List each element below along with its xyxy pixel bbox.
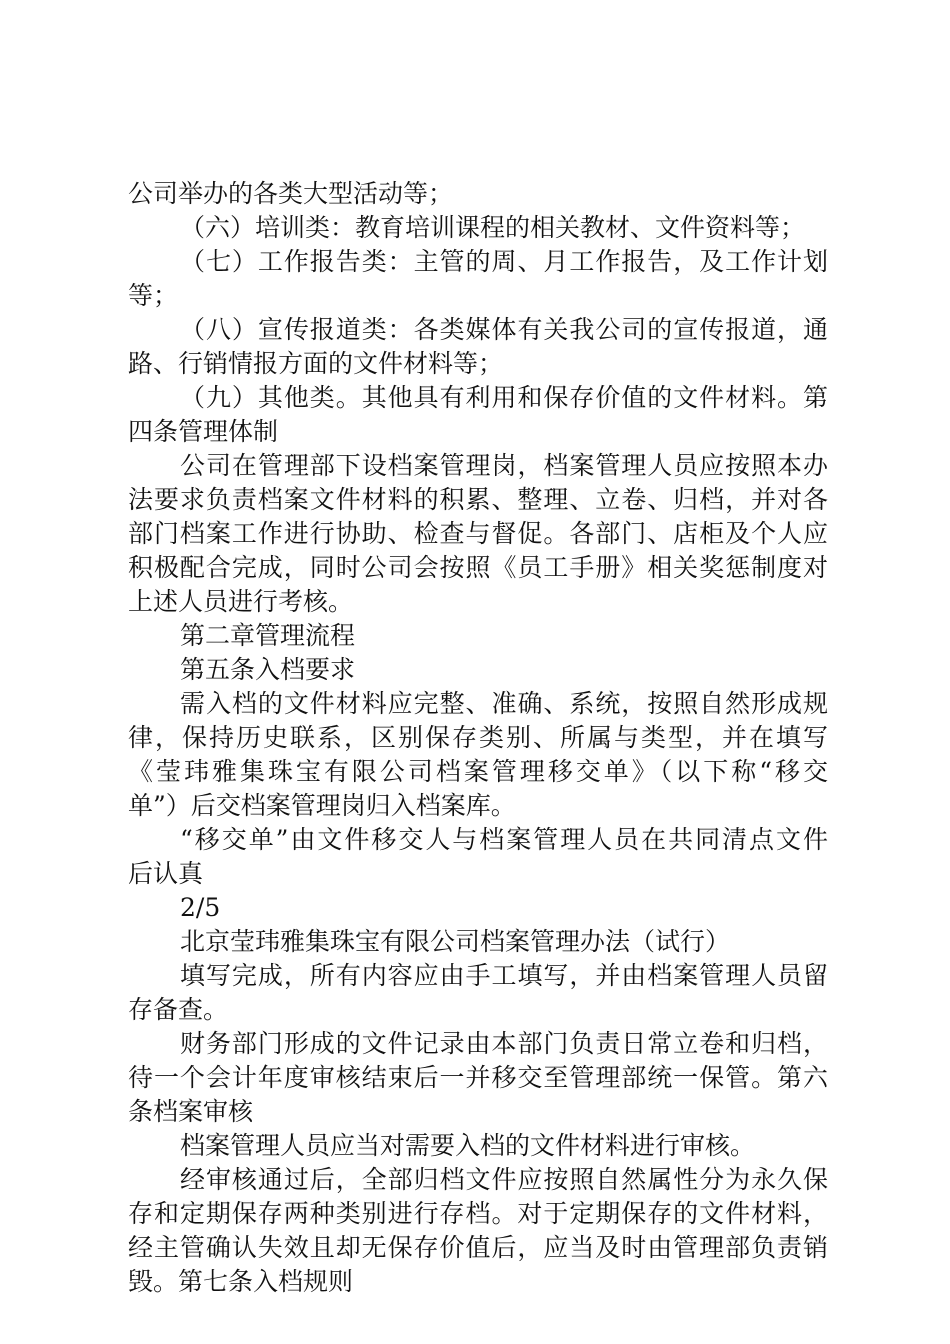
text-line: 部门档案工作进行协助、检查与督促。各部门、店柜及个人应 xyxy=(128,519,828,548)
text-line: 存和定期保存两种类别进行存档。对于定期保存的文件材料， xyxy=(128,1199,828,1228)
text-line: 单”）后交档案管理岗归入档案库。 xyxy=(128,791,516,820)
text-line: （九）其他类。其他具有利用和保存价值的文件材料。第 xyxy=(180,383,828,412)
text-line: “移交单”由文件移交人与档案管理人员在共同清点文件 xyxy=(180,825,828,854)
text-line: 法要求负责档案文件材料的积累、整理、立卷、归档，并对各 xyxy=(128,485,828,514)
text-line: 条档案审核 xyxy=(128,1097,254,1126)
text-line: （六）培训类：教育培训课程的相关教材、文件资料等； xyxy=(180,213,806,242)
text-line: 积极配合完成，同时公司会按照《员工手册》相关奖惩制度对 xyxy=(128,553,828,582)
page-number: 2/5 xyxy=(180,893,221,922)
text-line: 四条管理体制 xyxy=(128,417,279,446)
text-line: 毁。第七条入档规则 xyxy=(128,1267,354,1296)
text-line: 档案管理人员应当对需要入档的文件材料进行审核。 xyxy=(180,1131,756,1160)
text-line: 后认真 xyxy=(128,859,204,888)
text-line: 公司在管理部下设档案管理岗，档案管理人员应按照本办 xyxy=(180,451,828,480)
text-line: 路、行销情报方面的文件材料等； xyxy=(128,349,504,378)
text-line: 经主管确认失效且却无保存价值后，应当及时由管理部负责销 xyxy=(128,1233,828,1262)
text-line: 需入档的文件材料应完整、准确、系统，按照自然形成规 xyxy=(180,689,828,718)
text-line: 待一个会计年度审核结束后一并移交至管理部统一保管。第六 xyxy=(128,1063,828,1092)
text-line: 上述人员进行考核。 xyxy=(128,587,354,616)
text-line: 公司举办的各类大型活动等； xyxy=(128,179,454,208)
text-line: 填写完成，所有内容应由手工填写，并由档案管理人员留 xyxy=(180,961,828,990)
text-line: 等； xyxy=(128,281,179,310)
text-line: 《莹玮雅集珠宝有限公司档案管理移交单》（以下称“移交 xyxy=(128,757,828,786)
chapter-heading: 第二章管理流程 xyxy=(180,621,356,650)
text-line: （七）工作报告类：主管的周、月工作报告，及工作计划 xyxy=(180,247,828,276)
text-line: 存备查。 xyxy=(128,995,229,1024)
running-header: 北京莹玮雅集珠宝有限公司档案管理办法（试行） xyxy=(180,927,731,956)
text-line: 律，保持历史联系，区别保存类别、所属与类型，并在填写 xyxy=(128,723,828,752)
text-line: （八）宣传报道类：各类媒体有关我公司的宣传报道，通 xyxy=(180,315,828,344)
text-line: 经审核通过后，全部归档文件应按照自然属性分为永久保 xyxy=(180,1165,828,1194)
text-line: 财务部门形成的文件记录由本部门负责日常立卷和归档， xyxy=(180,1029,828,1058)
article-heading: 第五条入档要求 xyxy=(180,655,356,684)
